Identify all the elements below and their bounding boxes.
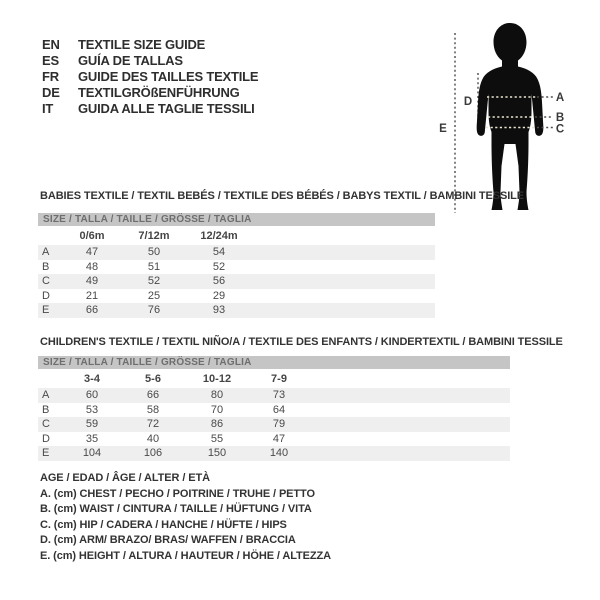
child-silhouette xyxy=(477,23,544,210)
cell: 104 xyxy=(82,447,102,460)
table-row xyxy=(38,303,435,318)
cell: 93 xyxy=(212,304,226,317)
table-row xyxy=(38,289,435,304)
table-row xyxy=(38,388,510,403)
row-label: E xyxy=(42,304,50,317)
column-header: 5-6 xyxy=(145,372,161,385)
lang-label: TEXTILE SIZE GUIDE xyxy=(78,37,206,52)
language-list xyxy=(42,37,258,117)
cell: 66 xyxy=(85,304,99,317)
cell: 60 xyxy=(85,389,99,402)
lang-label: GUIDE DES TAILLES TEXTILE xyxy=(78,69,259,84)
row-label: B xyxy=(42,260,50,273)
babies-size-table xyxy=(38,213,435,318)
table-row xyxy=(38,274,435,289)
height-label: E xyxy=(439,123,447,135)
row-label: A xyxy=(42,389,50,402)
table-row xyxy=(38,446,510,461)
legend-height: E. (cm) HEIGHT / ALTURA / HAUTEUR / HÖHE / ALTEZZA xyxy=(40,549,331,562)
cell: 79 xyxy=(272,418,286,431)
child-silhouette-diagram xyxy=(430,15,600,215)
column-header: 12/24m xyxy=(200,229,238,242)
lang-row-fr xyxy=(42,69,258,85)
lang-row-de xyxy=(42,85,258,101)
table-row xyxy=(38,403,510,418)
children-size-table xyxy=(38,356,510,461)
legend-arm: D. (cm) ARM/ BRAZO/ BRAS/ WAFFEN / BRACCIA xyxy=(40,534,296,547)
row-label: C xyxy=(42,418,50,431)
table-row xyxy=(38,245,435,260)
lang-code: FR xyxy=(42,69,59,84)
babies-section-heading: BABIES TEXTILE / TEXTIL BEBÉS / TEXTILE DES BÉBÉS / BABYS TEXTIL / BAMBINI TESSILE xyxy=(40,190,525,202)
legend-waist: B. (cm) WAIST / CINTURA / TAILLE / HÜFTUNG / VITA xyxy=(40,503,312,516)
cell: 70 xyxy=(210,403,224,416)
row-label: C xyxy=(42,275,50,288)
cell: 76 xyxy=(147,304,161,317)
waist-label: B xyxy=(555,112,565,124)
lang-row-es xyxy=(42,53,258,69)
cell: 140 xyxy=(269,447,289,460)
lang-row-en xyxy=(42,37,258,53)
cell: 86 xyxy=(210,418,224,431)
cell: 48 xyxy=(85,260,99,273)
column-header: 7/12m xyxy=(138,229,170,242)
cell: 150 xyxy=(207,447,227,460)
children-size-header-bar: SIZE / TALLA / TAILLE / GRÖSSE / TAGLIA xyxy=(38,356,510,369)
table-row xyxy=(38,260,435,275)
row-label: A xyxy=(42,246,50,259)
measurement-legend xyxy=(40,471,331,565)
children-column-header-row xyxy=(38,369,510,388)
lang-row-it xyxy=(42,101,258,117)
legend-hip: C. (cm) HIP / CADERA / HANCHE / HÜFTE / HIPS xyxy=(40,518,287,531)
babies-size-header-bar: SIZE / TALLA / TAILLE / GRÖSSE / TAGLIA xyxy=(38,213,435,226)
cell: 66 xyxy=(146,389,160,402)
row-label: B xyxy=(42,403,50,416)
chest-label: A xyxy=(555,92,565,104)
arm-label: D xyxy=(463,96,473,108)
cell: 54 xyxy=(212,246,226,259)
lang-label: GUIDA ALLE TAGLIE TESSILI xyxy=(78,101,255,116)
cell: 64 xyxy=(272,403,286,416)
cell: 51 xyxy=(147,260,161,273)
column-header: 3-4 xyxy=(84,372,100,385)
lang-label: GUÍA DE TALLAS xyxy=(78,53,183,68)
hip-label: C xyxy=(555,123,565,136)
cell: 52 xyxy=(147,275,161,288)
cell: 29 xyxy=(212,289,226,302)
cell: 80 xyxy=(210,389,224,402)
cell: 47 xyxy=(272,432,286,445)
legend-age: AGE / EDAD / ÂGE / ALTER / ETÀ xyxy=(40,472,210,484)
cell: 25 xyxy=(147,289,161,302)
cell: 55 xyxy=(210,432,224,445)
lang-code: DE xyxy=(42,85,60,100)
column-header: 10-12 xyxy=(202,372,232,385)
row-label: D xyxy=(42,289,50,302)
cell: 52 xyxy=(212,260,226,273)
lang-code: ES xyxy=(42,53,59,68)
legend-chest: A. (cm) CHEST / PECHO / POITRINE / TRUHE / PETTO xyxy=(40,487,315,500)
children-section-heading: CHILDREN'S TEXTILE / TEXTIL NIÑO/A / TEXTILE DES ENFANTS / KINDERTEXTIL / BAMBINI TESSILE xyxy=(40,336,563,348)
cell: 21 xyxy=(85,289,99,302)
cell: 59 xyxy=(85,418,99,431)
lang-label: TEXTILGRÖßENFÜHRUNG xyxy=(78,85,240,100)
cell: 106 xyxy=(143,447,163,460)
table-row xyxy=(38,432,510,447)
cell: 47 xyxy=(85,246,99,259)
cell: 49 xyxy=(85,275,99,288)
cell: 53 xyxy=(85,403,99,416)
column-header: 7-9 xyxy=(271,372,287,385)
cell: 72 xyxy=(146,418,160,431)
table-row xyxy=(38,417,510,432)
cell: 73 xyxy=(272,389,286,402)
row-label: D xyxy=(42,432,50,445)
babies-column-header-row xyxy=(38,226,435,245)
lang-code: IT xyxy=(42,101,54,116)
cell: 58 xyxy=(146,403,160,416)
cell: 40 xyxy=(146,432,160,445)
cell: 35 xyxy=(85,432,99,445)
row-label: E xyxy=(42,447,50,460)
column-header: 0/6m xyxy=(79,229,105,242)
lang-code: EN xyxy=(42,37,60,52)
cell: 56 xyxy=(212,275,226,288)
cell: 50 xyxy=(147,246,161,259)
